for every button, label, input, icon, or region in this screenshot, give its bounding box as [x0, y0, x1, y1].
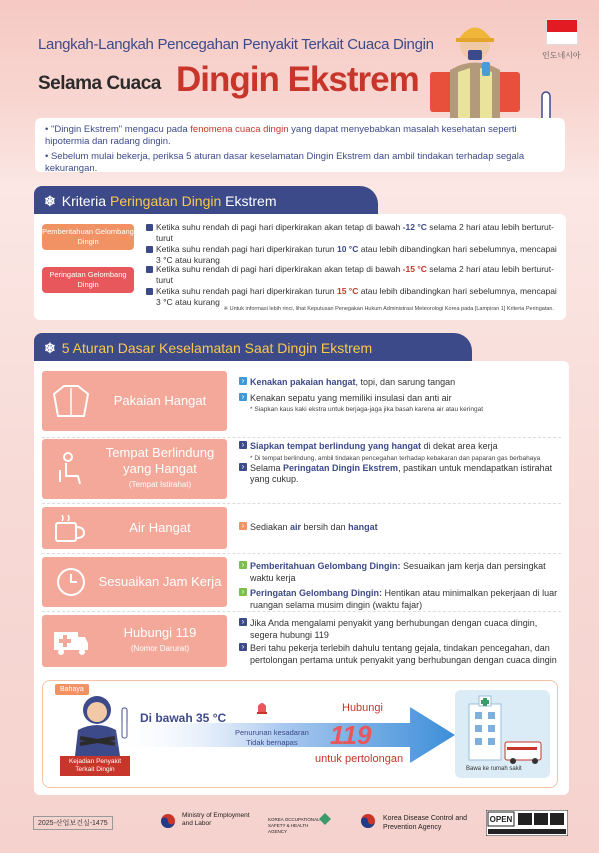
- seated-person-icon: [52, 452, 90, 486]
- snowflake-icon: ❄: [44, 340, 56, 356]
- kdca-logo-text: Korea Disease Control and Prevention Agency: [383, 815, 468, 831]
- language-label: 인도네시아: [542, 51, 581, 60]
- intro-line-1: • "Dingin Ekstrem" mengacu pada fenomena cuaca dingin yang dapat menyebabkan masalah kesehatan seperti hipotermia dan radang dingin.: [45, 124, 517, 147]
- korea-taegeuk-icon: [160, 813, 176, 829]
- help-label: untuk pertolongan: [315, 753, 404, 765]
- symptoms-label: Penurunan kesadaran Tidak bernapas: [235, 728, 309, 747]
- intro-box: [35, 118, 565, 172]
- alarm-icon: [255, 700, 269, 714]
- clock-icon: [52, 565, 90, 599]
- rule-shelter-text: › Siapkan tempat berlindung yang hangat di dekat area kerja * Di tempat berlindung, ambil tindakan pencegahan terhadap kebakaran dan paparan gas berbahaya › Selama Peringatan Dingin Ekstrem, pastikan untuk mendapatkan istirahat yang cukup.: [239, 441, 564, 488]
- rule-warm-clothes-text: › Kenakan pakaian hangat, topi, dan sarung tangan › Kenakan sepatu yang memiliki insulasi dan anti air * Siapkan kaus kaki ekstra untuk berjaga-jaga jika basah karena air atau keringat: [239, 377, 564, 414]
- criteria-note: ※ Untuk informasi lebih rinci, lihat Keputusan Penegakan Hukum Administrasi Meteorologi Korea pada [Lampiran 1] Kriteria Peringatan.: [223, 306, 554, 312]
- snowflake-icon: ❄: [44, 193, 56, 209]
- criteria-notice-lines: Ketika suhu rendah di pagi hari diperkirakan akan tetap di bawah -12 °C selama 2 hari atau lebih berturut-turut Ketika suhu rendah pagi hari diperkirakan turun 10 °C atau lebih dibandingkan hari sebelumnya, mencapai 3 °C atau kurang: [146, 222, 561, 266]
- document-code: 2025-산업보건실-1475: [33, 816, 113, 830]
- call-label: Hubungi: [342, 702, 383, 714]
- indonesia-flag-icon: [546, 19, 578, 45]
- rule-warm-clothes: Pakaian Hangat: [42, 371, 227, 431]
- rule-work-hours-text: › Pemberitahuan Gelombang Dingin: Sesuaikan jam kerja dan persingkat waktu kerja › Peringatan Gelombang Dingin: Hentikan atau minimalkan pekerjaan di luar ruangan selama musim dingin (waktu fajar): [239, 561, 564, 613]
- badge-peringatan: Peringatan Gelombang Dingin: [42, 267, 134, 293]
- divider: [42, 437, 561, 438]
- criteria-warning-lines: Ketika suhu rendah di pagi hari diperkirakan akan tetap di bawah -15 °C selama 2 hari atau lebih berturut-turut Ketika suhu rendah pagi hari diperkirakan turun 15 °C atau lebih dibandingkan hari sebelumnya, mencapai 3 °C atau kurang: [146, 264, 561, 308]
- divider: [42, 611, 561, 612]
- badge-pemberitahuan: Pemberitahuan Gelombang Dingin: [42, 224, 134, 250]
- open-license-icon: [486, 810, 568, 836]
- worker-illustration: [420, 10, 530, 120]
- kosha-logo-text: KOREA OCCUPATIONAL SAFETY & HEALTH AGENCY: [268, 817, 320, 834]
- cold-illness-label: Kejadian Penyakit Terkait Dingin: [60, 756, 130, 776]
- hospital-illustration: [455, 690, 550, 778]
- ambulance-icon: [52, 624, 90, 658]
- jacket-icon: [52, 384, 90, 418]
- rule-shelter: Tempat Berlindung yang Hangat (Tempat Istirahat): [42, 439, 227, 499]
- rule-call-119: Hubungi 119 (Nomor Darurat): [42, 615, 227, 667]
- title-prefix: Selama Cuaca: [38, 73, 161, 94]
- korea-taegeuk-icon: [360, 813, 376, 829]
- rule-work-hours: Sesuaikan Jam Kerja: [42, 557, 227, 607]
- rules-tab: ❄ 5 Aturan Dasar Keselamatan Saat Dingin Ekstrem: [34, 333, 472, 363]
- cup-icon: [52, 511, 90, 545]
- rule-call-119-text: › Jika Anda mengalami penyakit yang berhubungan dengan cuaca dingin, segera hubungi 119 › Beri tahu pekerja terlebih dahulu tentang gejala, tindakan pencegahan, dan pertolongan pertama untuk penyakit yang berhubungan dengan cuaca dingin: [239, 618, 564, 668]
- criteria-card: [34, 214, 566, 320]
- page-subtitle: Langkah-Langkah Pencegahan Penyakit Terkait Cuaca Dingin: [38, 36, 434, 53]
- intro-line-2: • Sebelum mulai bekerja, periksa 5 aturan dasar keselamatan Dingin Ekstrem dan ambil tindakan terhadap segala kekurangan.: [45, 151, 525, 174]
- divider: [42, 553, 561, 554]
- temperature-threshold: Di bawah 35 °C: [140, 711, 227, 725]
- emergency-number: 119: [330, 720, 372, 750]
- hospital-label: Bawa ke rumah sakit: [466, 766, 522, 772]
- ministry-logo-text: Ministry of Employment and Labor: [182, 812, 250, 827]
- rule-warm-water: Air Hangat: [42, 507, 227, 549]
- danger-badge: Bahaya: [55, 684, 89, 695]
- page-title: Dingin Ekstrem: [176, 60, 419, 99]
- rule-warm-water-text: › Sediakan air bersih dan hangat: [239, 522, 564, 536]
- divider: [42, 503, 561, 504]
- criteria-tab: ❄ Kriteria Peringatan Dingin Ekstrem: [34, 186, 378, 216]
- svg-text:OPEN: OPEN: [489, 815, 513, 824]
